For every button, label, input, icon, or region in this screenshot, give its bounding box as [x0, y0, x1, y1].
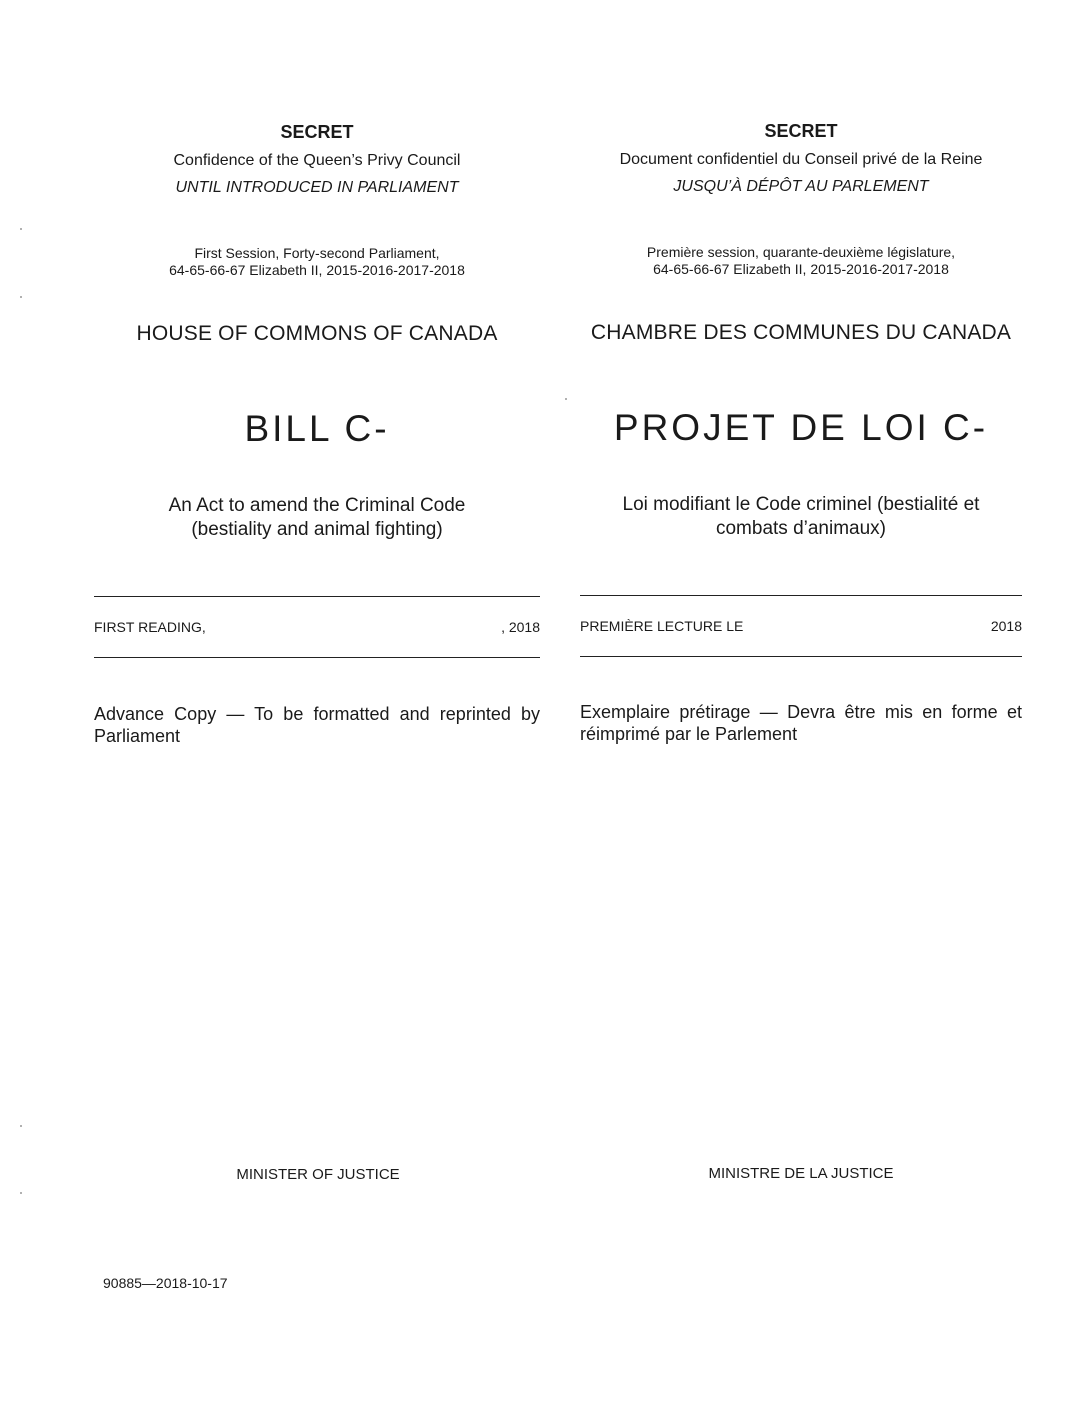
- secret-heading-fr: SECRET: [764, 121, 838, 141]
- session-line-2-en: 64-65-66-67 Elizabeth II, 2015-2016-2017-2018: [169, 262, 465, 278]
- scan-speck: [20, 228, 22, 230]
- bill-number-en: BILL C-: [244, 408, 390, 449]
- bill-title-line-2-en: (bestiality and animal fighting): [191, 519, 443, 540]
- minister-en: MINISTER OF JUSTICE: [236, 1166, 400, 1183]
- rule-top-en: [94, 596, 540, 597]
- bill-title-line-2-fr: combats d’animaux): [715, 518, 887, 539]
- first-reading-year-fr: 2018: [990, 618, 1022, 634]
- privy-council-confidence-fr: Document confidentiel du Conseil privé de la Reine: [619, 151, 983, 168]
- privy-council-confidence-en: Confidence of the Queen’s Privy Council: [173, 152, 461, 169]
- rule-bottom-en: [94, 657, 540, 658]
- scan-speck: [565, 398, 567, 400]
- scan-speck: [20, 1125, 22, 1127]
- document-number: 90885—2018-10-17: [103, 1275, 228, 1291]
- bill-title-line-1-en: An Act to amend the Criminal Code: [168, 495, 466, 516]
- advance-copy-note-fr: Exemplaire prétirage — Devra être mis en forme et réimprimé par le Parlement: [580, 702, 1022, 744]
- rule-bottom-fr: [580, 656, 1022, 657]
- until-introduced-en: UNTIL INTRODUCED IN PARLIAMENT: [175, 179, 459, 196]
- minister-fr: MINISTRE DE LA JUSTICE: [708, 1165, 894, 1182]
- until-introduced-fr: JUSQU’À DÉPÔT AU PARLEMENT: [673, 178, 929, 195]
- bill-number-fr: PROJET DE LOI C-: [613, 407, 989, 448]
- rule-top-fr: [580, 595, 1022, 596]
- session-line-2-fr: 64-65-66-67 Elizabeth II, 2015-2016-2017-2018: [653, 261, 949, 277]
- scan-speck: [20, 296, 22, 298]
- bill-title-line-1-fr: Loi modifiant le Code criminel (bestialité et: [622, 494, 980, 515]
- scan-speck: [20, 1192, 22, 1194]
- first-reading-year-en: , 2018: [501, 619, 540, 635]
- session-line-1-fr: Première session, quarante-deuxième législature,: [646, 244, 956, 260]
- house-heading-fr: CHAMBRE DES COMMUNES DU CANADA: [590, 321, 1012, 344]
- first-reading-label-fr: PREMIÈRE LECTURE LE: [580, 618, 744, 634]
- house-heading-en: HOUSE OF COMMONS OF CANADA: [136, 322, 498, 345]
- secret-heading-en: SECRET: [280, 122, 354, 142]
- advance-copy-note-en: Advance Copy — To be formatted and reprinted by Parliament: [94, 704, 540, 746]
- session-line-1-en: First Session, Forty-second Parliament,: [194, 245, 440, 261]
- first-reading-label-en: FIRST READING,: [94, 619, 206, 635]
